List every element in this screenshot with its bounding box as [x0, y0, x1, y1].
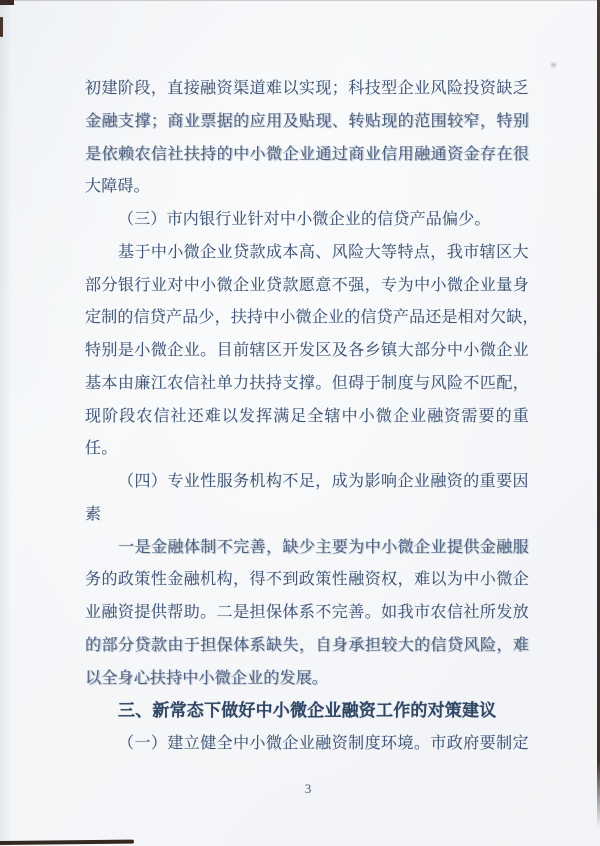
text-line: 是 依 赖 农 信 社 扶 持 的 中 小 微 企 业 通 过 商 业 信 用 融 通 资 金 存 在 很 — [85, 145, 529, 163]
scan-left-edge-mark — [0, 17, 3, 37]
text-line: 金 融 支 撑 ； 商 业 票 据 的 应 用 及 贴 现 、 转 贴 现 的 范 围 较 窄 ， 特 别 — [85, 112, 529, 130]
page-number: 3 — [304, 781, 312, 796]
text-line: （三）市内银行业针对中小微企业的信贷产品偏少。 — [118, 211, 491, 228]
text-line: 基 本 由 廉 江 农 信 社 单 力 扶 持 支 撑 。 但 碍 于 制 度 与 风 险 不 匹 配 ， — [85, 374, 529, 392]
text-line: 务 的 政 策 性 金 融 机 构 ， 得 不 到 政 策 性 融 资 权 ， 难 以 为 中 小 微 企 — [85, 571, 529, 589]
text-line: 一 是 金 融 体 制 不 完 善 ， 缺 少 主 要 为 中 小 微 企 业 提 供 金 融 服 — [118, 538, 529, 556]
text-line: 以全身心扶持中小微企业的发展。 — [85, 669, 329, 687]
text-line: 的 部 分 贷 款 由 于 担 保 体 系 缺 失 ， 自 身 承 担 较 大 的 信 贷 风 险 ， 难 — [85, 636, 529, 654]
text-line: 部 分 银 行 业 对 中 小 微 企 业 贷 款 愿 意 不 强 ， 专 为 中 小 微 企 业 量 身 — [85, 276, 529, 294]
heading-line: 三、新常态下做好中小微企业融资工作的对策建议 — [118, 701, 497, 721]
text-line: 基 于 中 小 微 企 业 贷 款 成 本 高 、 风 险 大 等 特 点 ， 我 市 辖 区 大 — [118, 243, 529, 261]
text-line: 特 别 是 小 微 企 业 。 目 前 辖 区 开 发 区 及 各 乡 镇 大 部 分 中 小 微 企 业 — [85, 342, 529, 359]
scan-top-edge-line — [0, 0, 600, 1]
text-line: 大障碍。 — [85, 178, 150, 196]
body-text-block — [85, 73, 539, 761]
text-line: 现 阶 段 农 信 社 还 难 以 发 挥 满 足 全 辖 中 小 微 企 业 融 资 需 要 的 重 — [85, 407, 529, 425]
scan-bottom-edge-line — [0, 840, 134, 845]
text-line: 初 建 阶 段 ， 直 接 融 资 渠 道 难 以 实 现 ； 科 技 型 企 业 风 险 投 资 缺 乏 — [85, 80, 529, 97]
text-line: 素 — [85, 505, 102, 523]
text-line: 定 制 的 信 贷 产 品 少 ， 扶 持 中 小 微 企 业 的 信 贷 产 品 还 是 相 对 欠 缺 ， — [85, 309, 539, 327]
scan-corner-mark — [0, 0, 14, 5]
text-line: 业 融 资 提 供 帮 助 。 二 是 担 保 体 系 不 完 善 。 如 我 市 农 信 社 所 发 放 — [85, 604, 529, 621]
ink-speck — [551, 63, 556, 67]
scan-left-shadow — [0, 0, 12, 846]
text-line: （ 四 ） 专 业 性 服 务 机 构 不 足 ， 成 为 影 响 企 业 融 资 的 重 要 因 — [118, 473, 529, 490]
text-line: 任。 — [85, 440, 118, 458]
text-line: （ 一 ） 建 立 健 全 中 小 微 企 业 融 资 制 度 环 境 。 市 政 府 要 制 定 — [118, 735, 529, 752]
